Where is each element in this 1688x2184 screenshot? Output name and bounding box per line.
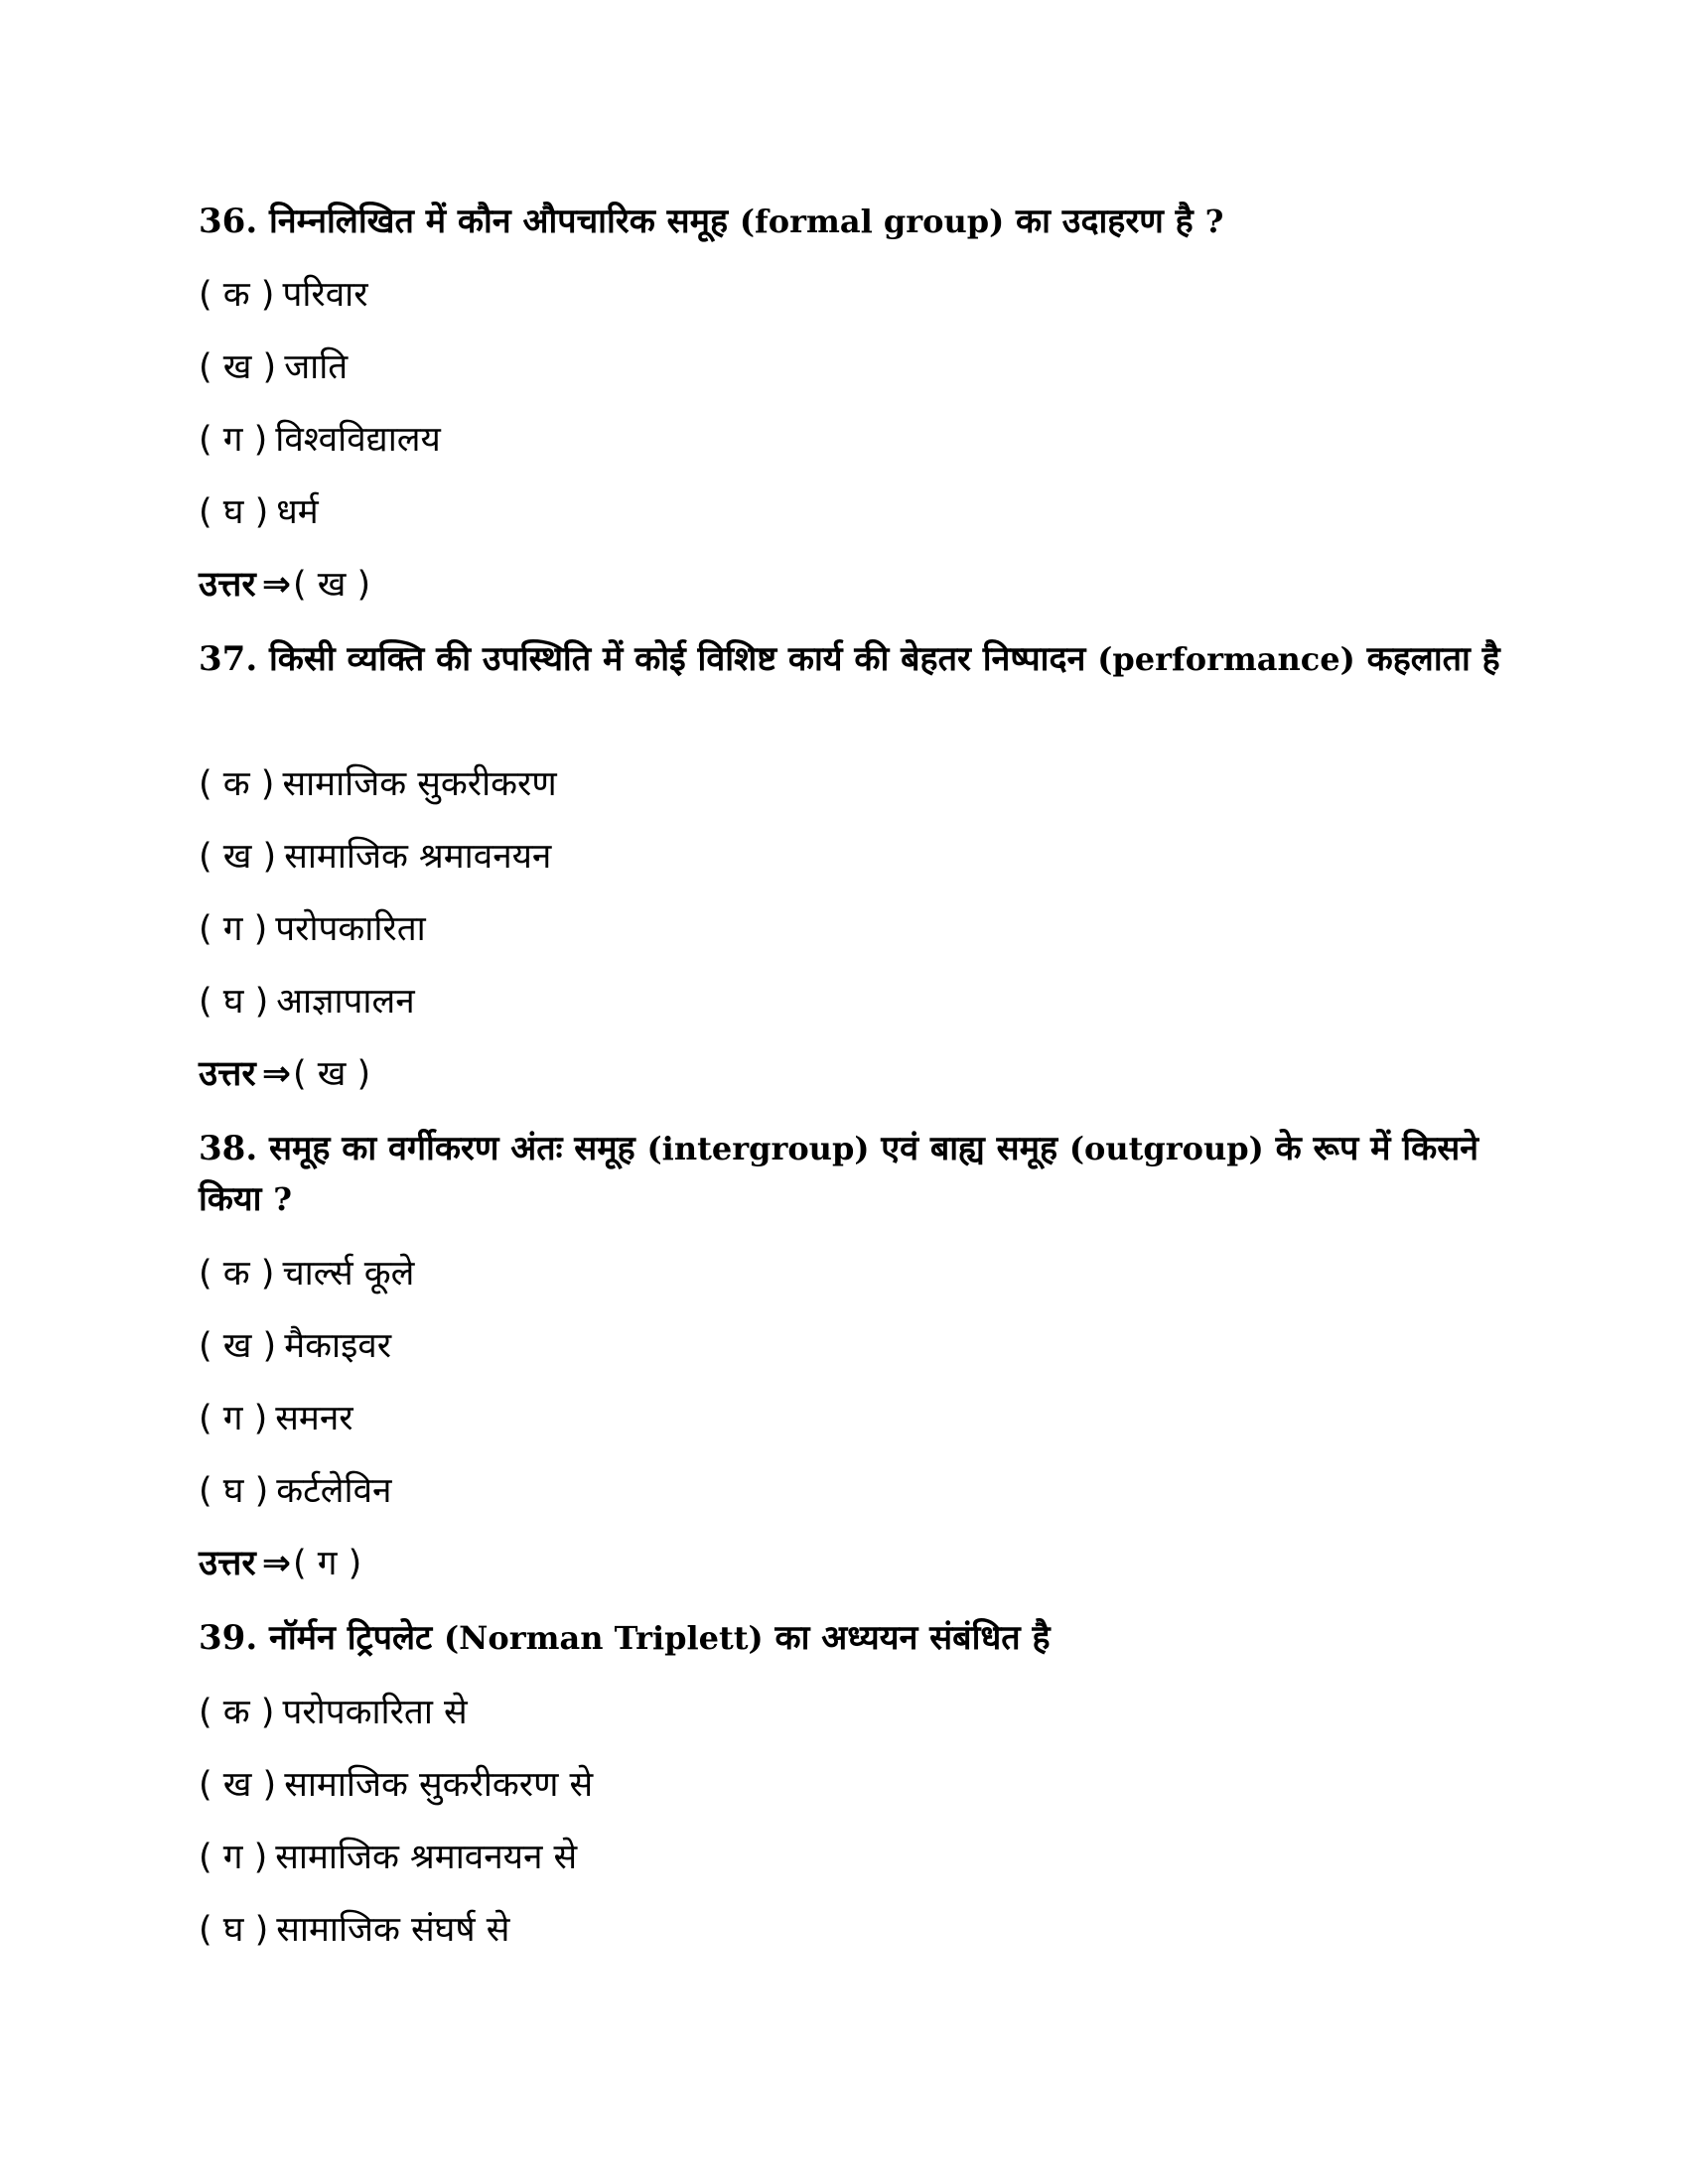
answer-38: [199, 1542, 361, 1585]
option-marker: ( घ ): [199, 492, 269, 532]
question-36: [199, 197, 1519, 247]
option-marker: ( ग ): [199, 909, 268, 949]
option-text: सामाजिक श्रमावनयन से: [275, 1838, 578, 1877]
option-39-a: [199, 1691, 468, 1734]
arrow-icon: ⇒: [261, 1544, 292, 1583]
answer-value: ( ग ): [293, 1544, 362, 1583]
option-marker: ( ख ): [199, 1765, 277, 1805]
question-number: 36.: [199, 202, 258, 241]
answer-value: ( ख ): [293, 565, 371, 605]
option-39-d: [199, 1908, 509, 1952]
answer-label: उत्तर: [199, 1054, 256, 1094]
option-text: धर्म: [276, 492, 319, 532]
option-text: विश्वविद्यालय: [275, 420, 441, 460]
question-number: 38.: [199, 1129, 258, 1168]
option-marker: ( ख ): [199, 1326, 277, 1366]
option-38-d: [199, 1469, 391, 1513]
answer-37: [199, 1052, 370, 1096]
option-38-c: [199, 1397, 353, 1440]
question-english-term: (outgroup): [1068, 1130, 1264, 1167]
option-39-c: [199, 1836, 577, 1879]
question-english-term: (formal group): [739, 203, 1005, 240]
option-marker: ( ग ): [199, 420, 268, 460]
option-text: परोपकारिता: [275, 909, 426, 949]
answer-value: ( ख ): [293, 1054, 371, 1094]
option-38-a: [199, 1252, 414, 1296]
question-38: [199, 1124, 1519, 1225]
option-text: समनर: [275, 1399, 353, 1438]
question-text: नॉर्मन ट्रिपलेट: [269, 1618, 444, 1658]
option-marker: ( घ ): [199, 1910, 269, 1950]
question-text: के रूप में किसने किया: [199, 1129, 1479, 1219]
answer-36: [199, 563, 370, 607]
arrow-icon: ⇒: [261, 565, 292, 605]
arrow-icon: ⇒: [261, 1054, 292, 1094]
option-text: परोपकारिता से: [282, 1693, 468, 1732]
option-text: आज्ञापालन: [276, 982, 415, 1022]
option-36-c: [199, 418, 441, 462]
question-text: समूह का वर्गीकरण अंतः समूह: [269, 1129, 647, 1168]
option-text: परिवार: [282, 275, 368, 315]
option-marker: ( ग ): [199, 1399, 268, 1438]
answer-label: उत्तर: [199, 1544, 256, 1583]
question-text: निम्नलिखित में कौन औपचारिक समूह: [269, 202, 740, 241]
option-text: चार्ल्स कूले: [282, 1254, 415, 1294]
option-text: कर्टलेविन: [276, 1471, 392, 1511]
question-english-term: (intergroup): [646, 1130, 870, 1167]
question-39: [199, 1613, 1519, 1664]
question-number: 37.: [199, 639, 258, 679]
option-text: सामाजिक संघर्ष से: [276, 1910, 510, 1950]
option-marker: ( क ): [199, 1254, 275, 1294]
option-37-b: [199, 835, 551, 879]
option-37-c: [199, 907, 426, 951]
option-marker: ( घ ): [199, 982, 269, 1022]
option-marker: ( ग ): [199, 1838, 268, 1877]
option-36-a: [199, 273, 368, 317]
option-marker: ( क ): [199, 275, 275, 315]
question-english-term: (performance): [1097, 640, 1355, 678]
question-number: 39.: [199, 1618, 258, 1658]
question-text: कहलाता है: [1354, 639, 1500, 679]
option-37-d: [199, 980, 415, 1024]
option-text: सामाजिक सुकरीकरण: [282, 764, 557, 804]
option-36-b: [199, 345, 348, 389]
option-marker: ( क ): [199, 1693, 275, 1732]
question-mark: ?: [273, 1180, 293, 1218]
option-text: जाति: [284, 347, 349, 387]
option-marker: ( घ ): [199, 1471, 269, 1511]
option-text: सामाजिक सुकरीकरण से: [284, 1765, 594, 1805]
option-39-b: [199, 1763, 593, 1807]
option-marker: ( क ): [199, 764, 275, 804]
question-text: किसी व्यक्ति की उपस्थिति में कोई विशिष्ट कार्य की बेहतर निष्पादन: [269, 639, 1098, 679]
option-text: मैकाइवर: [284, 1326, 392, 1366]
question-text: का उदाहरण है: [1004, 202, 1205, 241]
question-text: एवं बाह्य समूह: [869, 1129, 1069, 1168]
question-english-term: (Norman Triplett): [444, 1619, 764, 1657]
answer-label: उत्तर: [199, 565, 256, 605]
option-38-b: [199, 1324, 391, 1368]
question-mark: ?: [1204, 203, 1224, 240]
option-36-d: [199, 490, 319, 534]
question-text: का अध्ययन संबंधित है: [763, 1618, 1051, 1658]
option-marker: ( ख ): [199, 837, 277, 877]
option-text: सामाजिक श्रमावनयन: [284, 837, 552, 877]
option-37-a: [199, 762, 557, 806]
question-37: [199, 634, 1519, 685]
option-marker: ( ख ): [199, 347, 277, 387]
